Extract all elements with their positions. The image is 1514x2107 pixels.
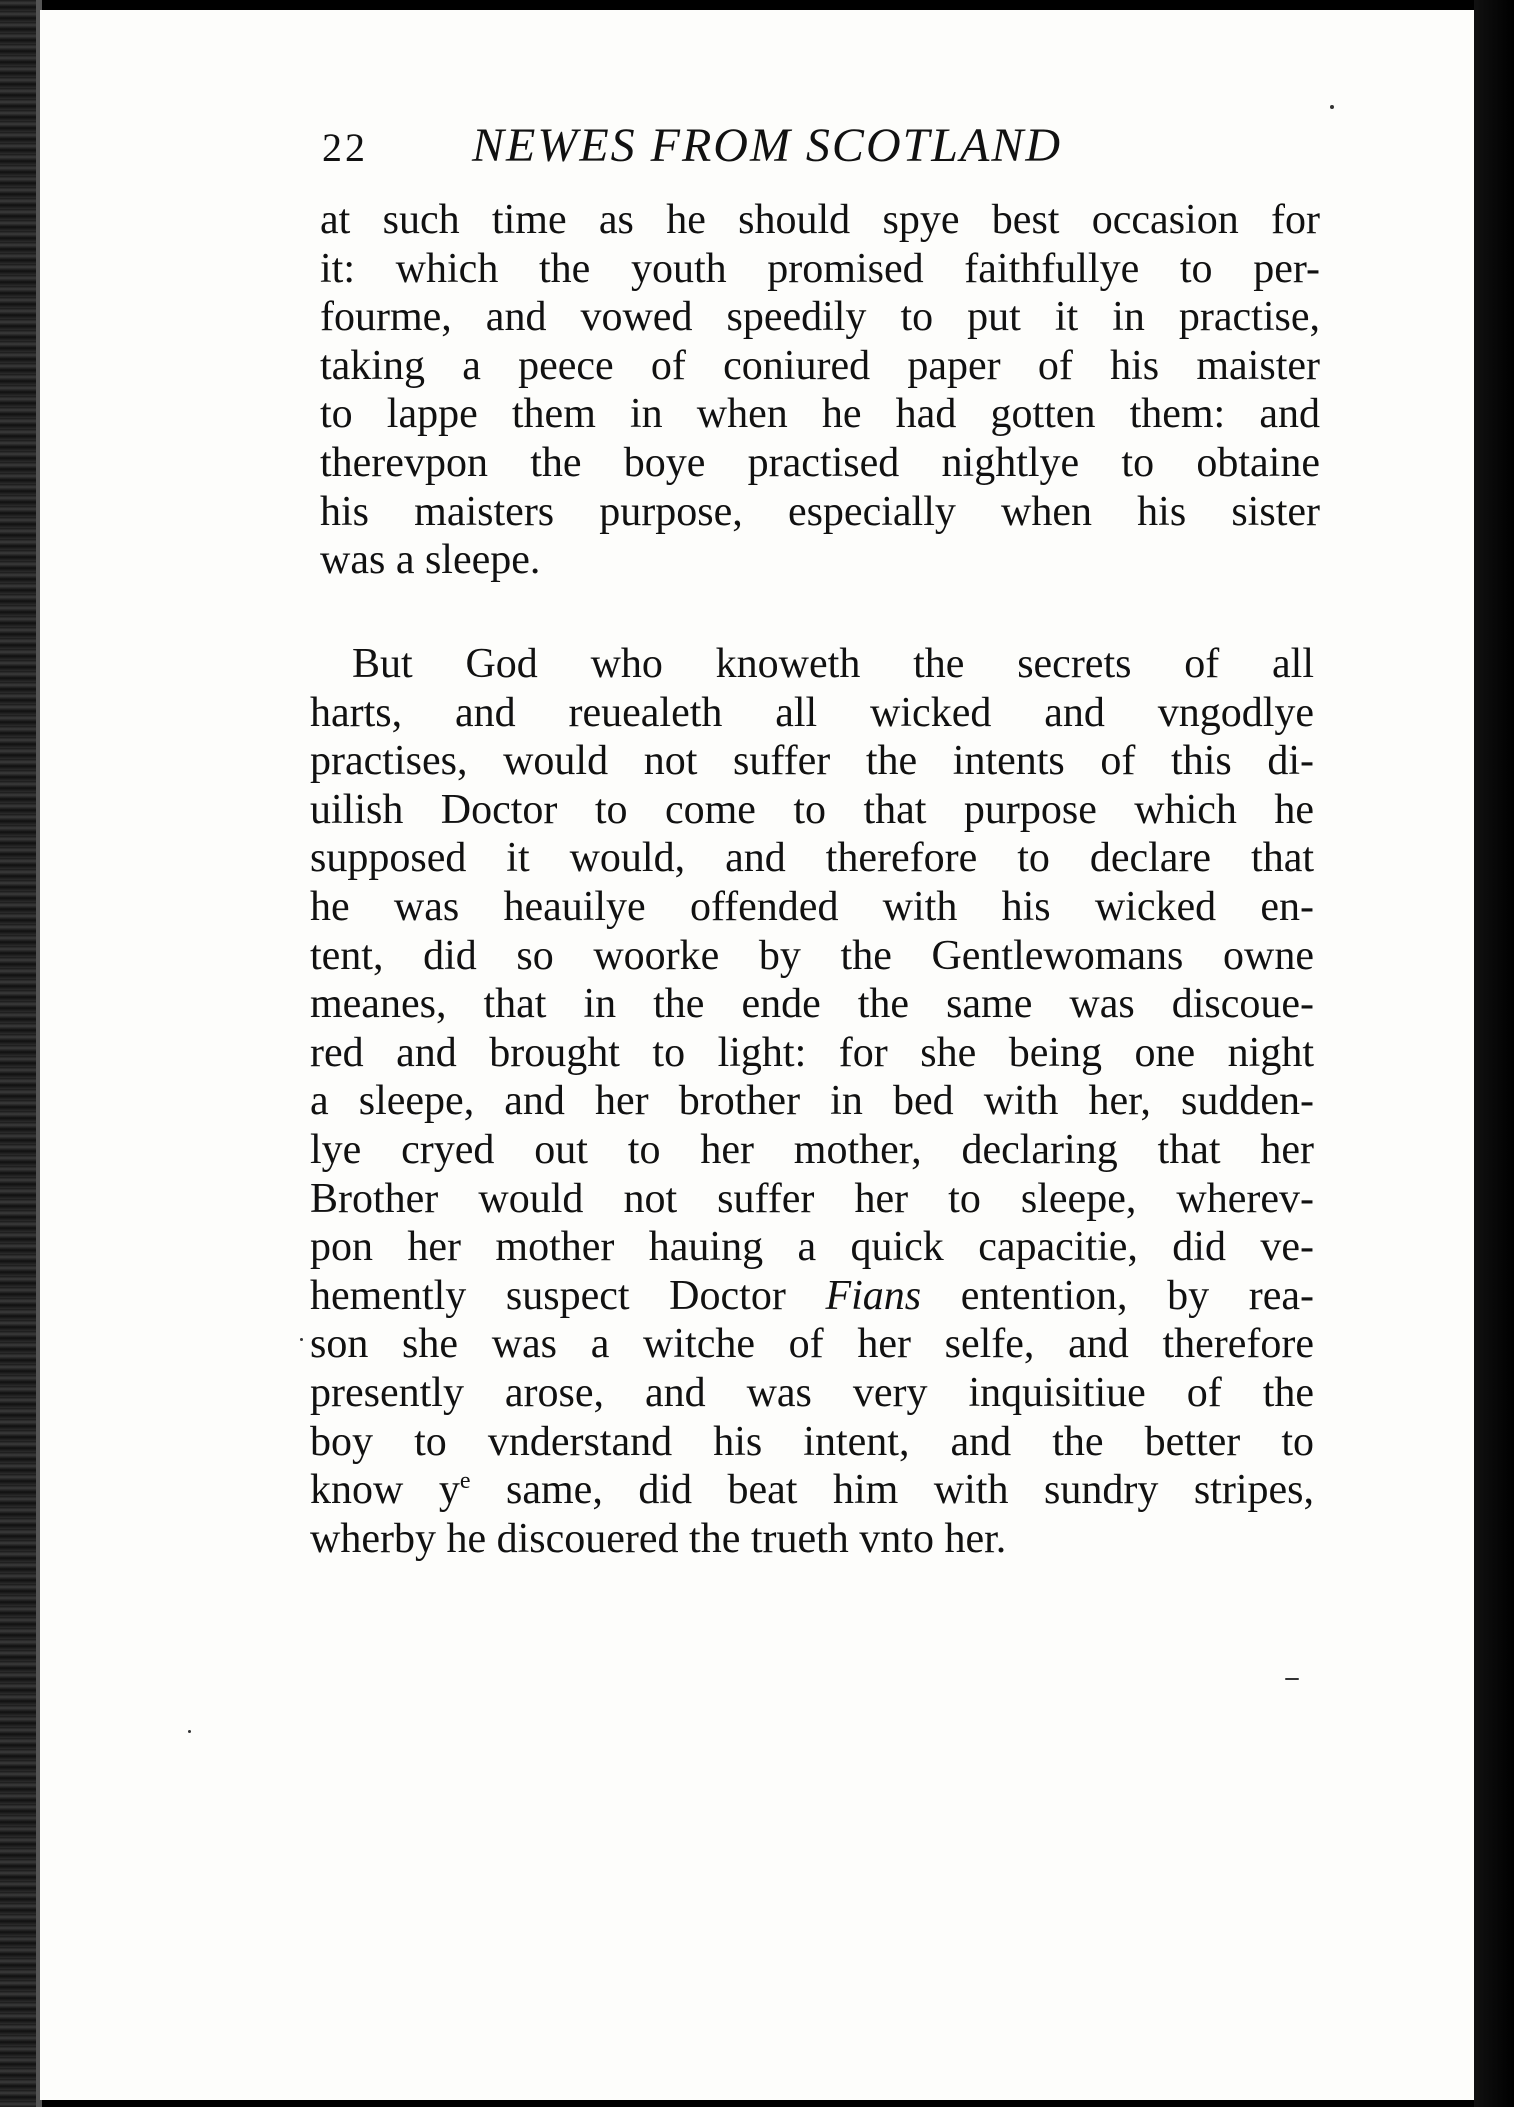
text-line: But God who knoweth the secrets of all [352,641,1314,687]
text-line: his maisters purpose, especially when his sister [320,488,1320,535]
text-line: pon her mother hauing a quick capacitie, did ve- [310,1224,1314,1271]
paragraph-2 [310,640,1314,1563]
text-line: taking a peece of coniured paper of his maister [320,342,1320,389]
text-line: to lappe them in when he had gotten them: and [320,391,1320,438]
italic-name-fians: Fians [825,1272,922,1319]
book-binding-gutter [0,0,40,2107]
text-line: fourme, and vowed speedily to put it in practise, [320,294,1320,341]
paragraph-1 [320,196,1320,585]
page-right-edge [1474,0,1514,2107]
text-line: wherby he discouered the trueth vnto her. [310,1515,1007,1562]
text-line: meanes, that in the ende the same was discoue- [310,981,1314,1028]
text-fragment: entention, by rea- [960,1272,1315,1319]
scan-speck [1330,105,1334,109]
text-line-with-superscript [310,1466,1314,1515]
text-line: a sleepe, and her brother in bed with her, sudden- [310,1078,1314,1125]
text-line: supposed it would, and therefore to declare that [310,835,1314,882]
text-line: lye cryed out to her mother, declaring that her [310,1126,1314,1173]
text-line: tent, did so woorke by the Gentlewomans owne [310,932,1314,979]
text-line: was a sleepe. [320,537,541,584]
text-line: he was heauilye offended with his wicked en- [310,883,1314,930]
text-line: boy to vnderstand his intent, and the better to [310,1418,1314,1465]
text-line: it: which the youth promised faithfullye to per- [320,245,1320,292]
page-number: 22 [322,125,368,170]
text-line: red and brought to light: for she being one night [310,1029,1314,1076]
text-fragment: know y [310,1467,460,1514]
text-fragment: same, did beat him with sundry stripes, [506,1467,1314,1514]
running-title: NEWES FROM SCOTLAND [472,119,1062,172]
text-line: at such time as he should spye best occasion for [320,197,1320,243]
scan-speck [188,1730,191,1733]
text-line: practises, would not suffer the intents of this di- [310,738,1314,785]
text-line-with-italic-name [310,1272,1314,1321]
text-line: son she was a witche of her selfe, and therefore [310,1321,1314,1368]
scan-speck [300,1338,303,1341]
text-line: harts, and reuealeth all wicked and vngodlye [310,689,1314,736]
running-head [322,118,1182,178]
superscript-e: e [459,1468,471,1495]
scan-speck [1285,1678,1299,1680]
text-line: presently arose, and was very inquisitiue of the [310,1369,1314,1416]
text-line: therevpon the boye practised nightlye to obtaine [320,439,1320,486]
text-line: uilish Doctor to come to that purpose which he [310,786,1314,833]
text-fragment: hemently suspect Doctor [310,1272,786,1319]
text-line: Brother would not suffer her to sleepe, wherev- [310,1175,1314,1222]
